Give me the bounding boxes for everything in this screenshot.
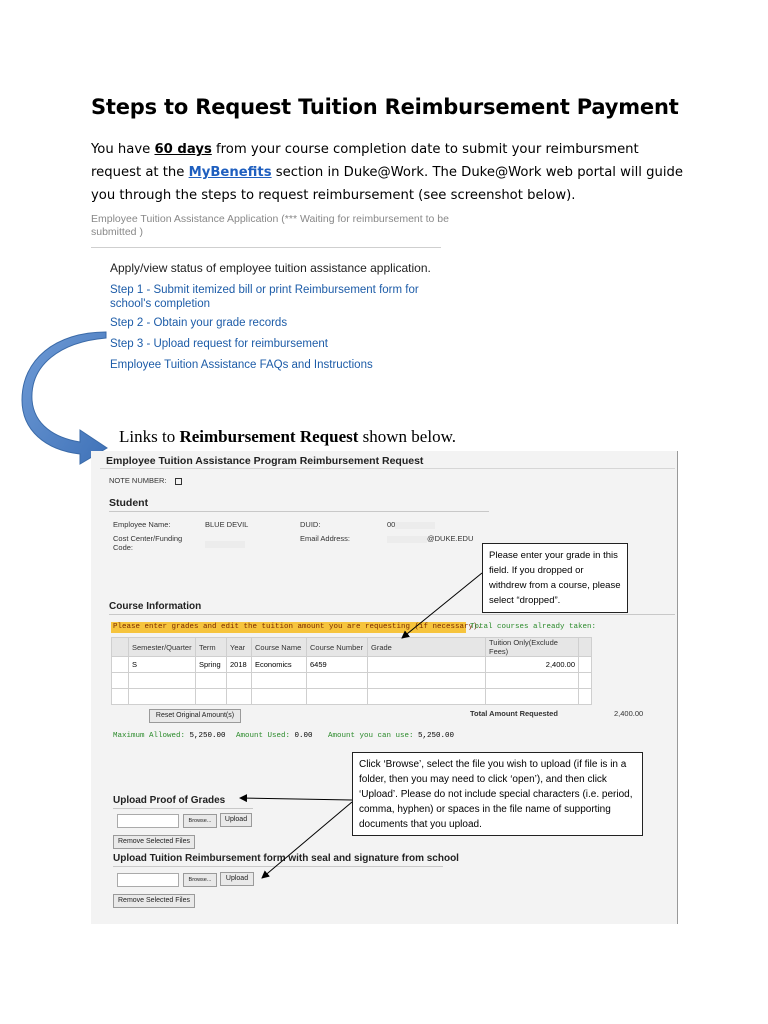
reset-amount-button[interactable]: Reset Original Amount(s) xyxy=(149,709,241,723)
instruction-text: Please enter grades and edit the tuition amount you are requesting (if necessary). xyxy=(113,623,483,631)
amount-can-use-label: Amount you can use: xyxy=(328,732,414,740)
step1-link[interactable]: Step 1 - Submit itemized bill or print Reimbursement form for school's completion xyxy=(110,284,419,310)
form-title: Employee Tuition Assistance Program Reimbursement Request xyxy=(106,455,424,467)
table-cell: Spring xyxy=(196,657,227,673)
note-number-label: NOTE NUMBER: xyxy=(109,476,167,485)
caption-suffix: shown below. xyxy=(358,427,456,446)
table-cell: Economics xyxy=(252,657,307,673)
amount-used-value: 0.00 xyxy=(294,732,313,740)
tuition-remove-files-button[interactable]: Remove Selected Files xyxy=(113,894,195,908)
page-title: Steps to Request Tuition Reimbursement Payment xyxy=(91,95,679,119)
student-section-title: Student xyxy=(109,497,149,509)
total-courses-label: Total courses already taken: xyxy=(470,623,597,631)
intro-text-1: You have xyxy=(91,142,155,157)
amount-used-label: Amount Used: xyxy=(236,732,291,740)
tuition-upload-button[interactable]: Upload xyxy=(220,872,254,886)
step2-link[interactable]: Step 2 - Obtain your grade records xyxy=(110,317,288,329)
table-cell: S xyxy=(129,657,196,673)
duid-label: DUID: xyxy=(300,520,321,529)
caption-bold: Reimbursement Request xyxy=(179,427,359,446)
grade-arrow xyxy=(402,573,482,638)
table-header: Tuition Only(Exclude Fees) xyxy=(486,638,579,657)
caption-prefix: Links to xyxy=(119,427,180,446)
mybenefits-link[interactable]: MyBenefits xyxy=(188,165,272,180)
course-section-title: Course Information xyxy=(109,601,202,612)
total-amount-value: 2,400.00 xyxy=(614,709,644,718)
table-cell: 2018 xyxy=(227,657,252,673)
grades-upload-arrow xyxy=(240,798,352,800)
cost-center-label: Cost Center/Funding Code: xyxy=(113,534,183,552)
table-header: Grade xyxy=(368,638,486,657)
employee-name-value: BLUE DEVIL xyxy=(205,520,249,529)
browse-callout: Click ‘Browse’, select the file you wish to upload (if file is in a folder, then you may need to click ‘open’), and then click ‘Upload’. Please do not include special characters (i.e. period, comma, hyphen) or spaces in the file name of supporting documents that you upload. xyxy=(352,752,643,836)
grade-callout: Please enter your grade in this field. If you dropped or withdrew from a course, please select “dropped”. xyxy=(482,543,628,613)
apply-status-text: Apply/view status of employee tuition assistance application. xyxy=(110,261,431,275)
application-status-header: Employee Tuition Assistance Application (*** Waiting for reimbursement to be submitted ) xyxy=(91,213,449,238)
tuition-upload-arrow xyxy=(262,802,352,878)
table-header: Course Name xyxy=(252,638,307,657)
max-allowed-value: 5,250.00 xyxy=(189,732,226,740)
email-label: Email Address: xyxy=(300,534,351,543)
table-cell: 6459 xyxy=(307,657,368,673)
table-header: Year xyxy=(227,638,252,657)
tuition-amount-input[interactable]: 2,400.00 xyxy=(486,657,579,673)
step3-link[interactable]: Step 3 - Upload request for reimbursement xyxy=(110,338,328,350)
amount-can-use-value: 5,250.00 xyxy=(418,732,455,740)
email-value: @DUKE.EDU xyxy=(427,534,474,543)
intro-text-2: from your course completion date to submit your reimbursment request at the xyxy=(91,142,639,180)
grades-upload-button[interactable]: Upload xyxy=(220,813,252,827)
table-header: Semester/Quarter xyxy=(129,638,196,657)
grades-browse-button[interactable]: Browse... xyxy=(183,814,217,828)
faq-link[interactable]: Employee Tuition Assistance FAQs and Instructions xyxy=(110,359,373,371)
total-amount-label: Total Amount Requested xyxy=(470,709,558,718)
table-header: Course Number xyxy=(307,638,368,657)
intro-text-3: section in Duke@Work. The Duke@Work web portal will guide you through the steps to request reimbursement (see screenshot below). xyxy=(91,165,684,203)
upload-tuition-title: Upload Tuition Reimbursement form with seal and signature from school xyxy=(113,853,459,864)
upload-grades-title: Upload Proof of Grades xyxy=(113,795,226,806)
intro-days: 60 days xyxy=(154,142,212,157)
max-allowed-label: Maximum Allowed: xyxy=(113,732,186,740)
grades-remove-files-button[interactable]: Remove Selected Files xyxy=(113,835,195,849)
tuition-browse-button[interactable]: Browse... xyxy=(183,873,217,887)
employee-name-label: Employee Name: xyxy=(113,520,171,529)
duid-value: 00 xyxy=(387,520,396,529)
table-header: Term xyxy=(196,638,227,657)
